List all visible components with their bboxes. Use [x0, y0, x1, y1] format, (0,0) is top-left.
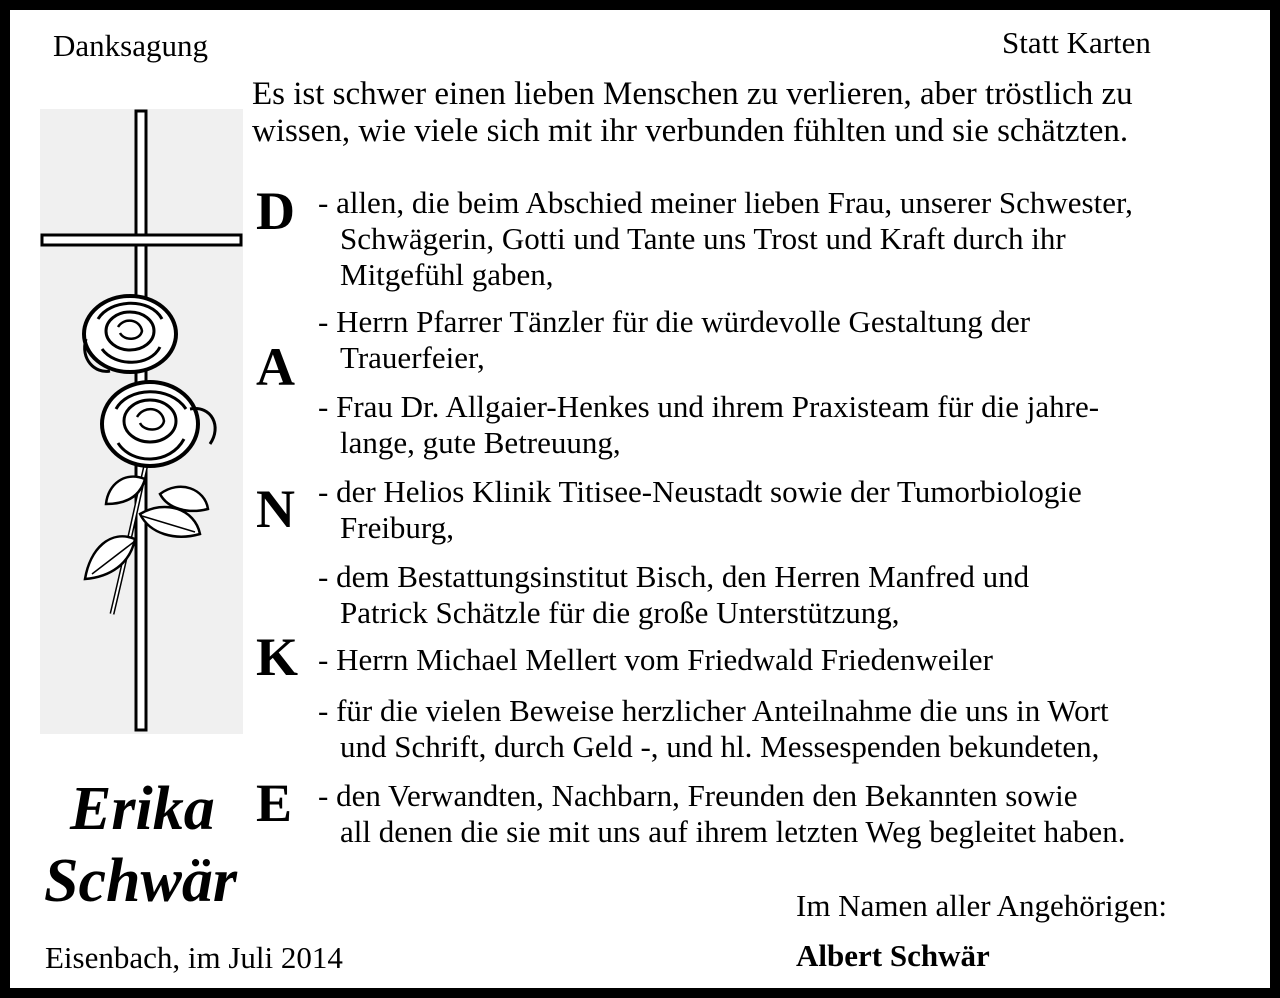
thanks-item	[318, 185, 1133, 293]
intro-line: wissen, wie viele sich mit ihr verbunden fühlten und sie schätzten.	[252, 113, 1129, 149]
thanks-item	[318, 778, 1125, 850]
cross-with-roses-icon	[40, 109, 243, 734]
letter-a: A	[256, 337, 295, 397]
thanks-line: - der Helios Klinik Titisee-Neustadt sowie der Tumorbiologie	[318, 474, 1082, 509]
intro-text	[252, 76, 1133, 150]
thanks-line: Schwägerin, Gotti und Tante uns Trost und Kraft durch ihr	[340, 221, 1066, 256]
thanks-line: - Herrn Michael Mellert vom Friedwald Friedenweiler	[318, 642, 993, 677]
letter-k: K	[256, 627, 299, 687]
thanks-line: - für die vielen Beweise herzlicher Anteilnahme die uns in Wort	[318, 693, 1109, 728]
heading-instead-of-cards: Statt Karten	[1002, 25, 1151, 60]
thanks-line: Freiburg,	[340, 510, 454, 545]
thanks-line: Patrick Schätzle für die große Unterstützung,	[340, 595, 900, 630]
thanks-item	[318, 642, 993, 678]
deceased-first-name: Erika	[70, 775, 215, 843]
place-date: Eisenbach, im Juli 2014	[45, 940, 343, 975]
thanks-item	[318, 304, 1030, 376]
letter-e: E	[256, 773, 293, 833]
thanks-item	[318, 474, 1082, 546]
heading-thanks: Danksagung	[53, 28, 208, 63]
thanks-line: - dem Bestattungsinstitut Bisch, den Herren Manfred und	[318, 559, 1030, 594]
signature-name: Albert Schwär	[796, 938, 990, 973]
thanks-item	[318, 389, 1099, 461]
thanks-line: - Herrn Pfarrer Tänzler für die würdevolle Gestaltung der	[318, 304, 1031, 339]
thanks-line: Mitgefühl gaben,	[340, 257, 554, 292]
thanks-line: Trauerfeier,	[340, 340, 485, 375]
thanks-line: - den Verwandten, Nachbarn, Freunden den Bekannten sowie	[318, 778, 1078, 813]
thanks-line: und Schrift, durch Geld -, und hl. Messespenden bekundeten,	[340, 729, 1100, 764]
thanks-item	[318, 559, 1029, 631]
deceased-last-name: Schwär	[44, 847, 237, 915]
letter-d: D	[256, 181, 295, 241]
thanks-line: all denen die sie mit uns auf ihrem letzten Weg begleitet haben.	[340, 814, 1126, 849]
thanks-line: - Frau Dr. Allgaier-Henkes und ihrem Praxisteam für die jahre-	[318, 389, 1100, 424]
letter-n: N	[256, 479, 295, 539]
intro-line: Es ist schwer einen lieben Menschen zu verlieren, aber tröstlich zu	[252, 76, 1133, 112]
thanks-line: lange, gute Betreuung,	[340, 425, 621, 460]
thanks-item	[318, 693, 1109, 765]
signoff: Im Namen aller Angehörigen:	[796, 888, 1168, 923]
thanks-line: - allen, die beim Abschied meiner lieben Frau, unserer Schwester,	[318, 185, 1133, 220]
